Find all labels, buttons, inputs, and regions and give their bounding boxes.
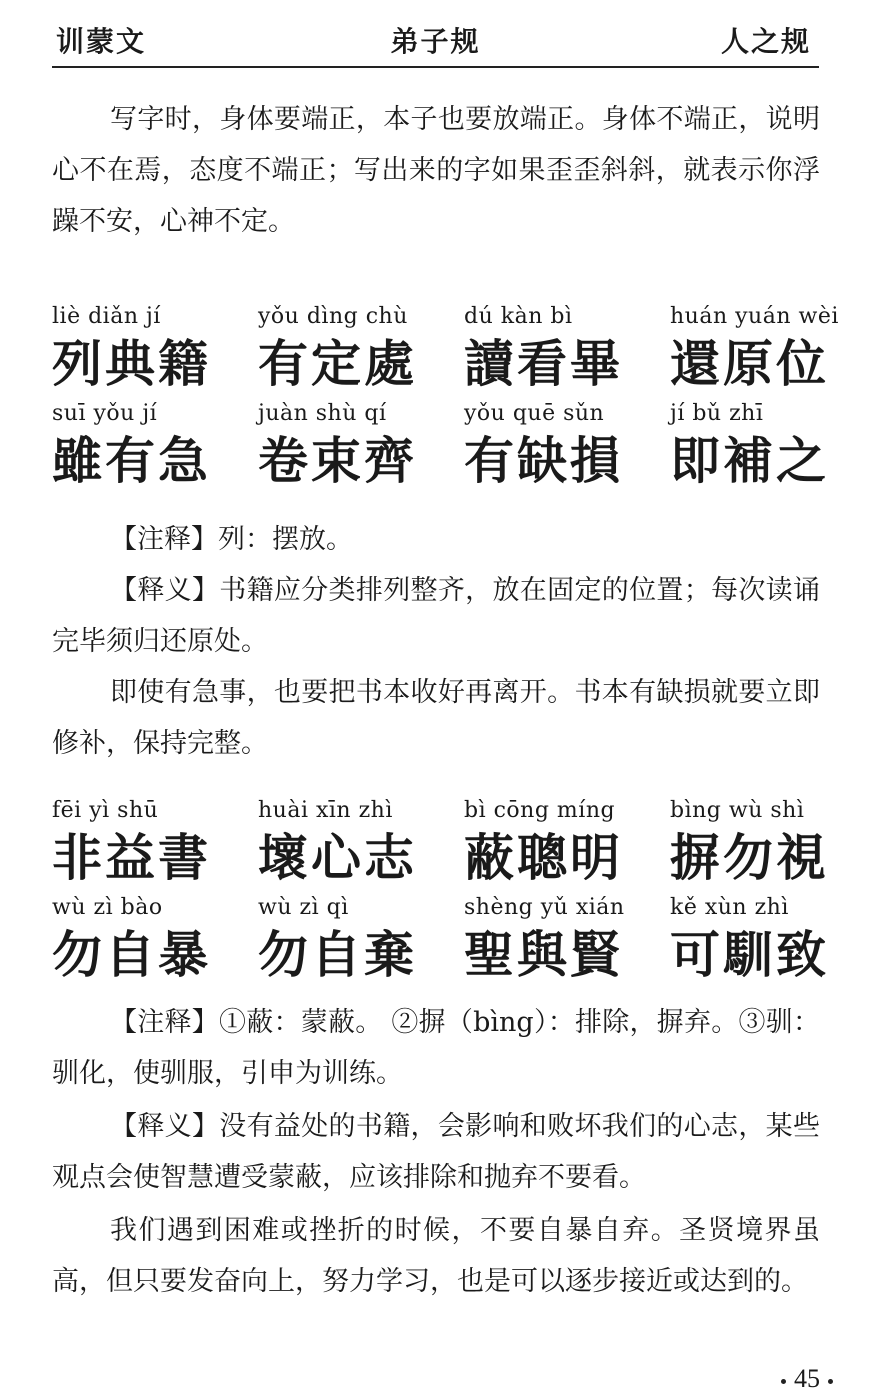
dot-ornament — [781, 1379, 786, 1384]
verse-phrase — [464, 300, 670, 397]
intro-paragraph: 写字时，身体要端正，本子也要放端正。身体不端正，说明心不在焉，态度不端正；写出来的字如果歪歪斜斜，就表示你浮躁不安，心神不定。 — [52, 104, 820, 237]
verse-characters: 聖與賢 — [464, 926, 623, 984]
header-center-title: 弟子规 — [390, 25, 481, 58]
verse-phrase — [52, 397, 258, 494]
verse-characters: 摒勿視 — [670, 829, 829, 887]
annotation-paragraph: 【注释】①蔽：蒙蔽。 ②摒（bìng）：排除，摒弃。③驯：驯化，使驯服，引申为训练。 — [52, 1007, 820, 1089]
meaning-paragraph: 【释义】没有益处的书籍，会影响和败坏我们的心志，某些观点会使智慧遭受蒙蔽，应该排除和抛弃不要看。 — [52, 1111, 820, 1193]
page-number — [773, 1364, 841, 1394]
verse-line — [52, 300, 839, 397]
pinyin-text: dú kàn bì — [464, 304, 573, 329]
explanation-paragraph: 即使有急事，也要把书本收好再离开。书本有缺损就要立即修补，保持完整。 — [52, 677, 820, 759]
verse-characters: 勿自棄 — [258, 926, 417, 984]
verse-characters: 可馴致 — [670, 926, 829, 984]
verse-phrase — [52, 794, 258, 891]
verse-characters: 非益書 — [52, 829, 211, 887]
verse-section-1 — [52, 300, 839, 494]
verse-characters: 卷束齊 — [258, 432, 417, 490]
verse-line — [52, 397, 829, 494]
verse-characters: 蔽聰明 — [464, 829, 623, 887]
verse-section-2 — [52, 794, 829, 988]
verse-characters: 有定處 — [258, 335, 417, 393]
pinyin-text: juàn shù qí — [258, 401, 387, 426]
pinyin-text: huài xīn zhì — [258, 798, 393, 823]
pinyin-text: wù zì qì — [258, 895, 349, 920]
verse-phrase — [258, 300, 464, 397]
verse-characters: 壞心志 — [258, 829, 417, 887]
verse-characters: 讀看畢 — [464, 335, 623, 393]
explanation-paragraph: 我们遇到困难或挫折的时候，不要自暴自弃。圣贤境界虽高，但只要发奋向上，努力学习，也是可以逐步接近或达到的。 — [52, 1215, 820, 1297]
pinyin-text: kě xùn zhì — [670, 895, 789, 920]
pinyin-text: wù zì bào — [52, 895, 163, 920]
verse-phrase — [464, 891, 670, 988]
header-left-title: 训蒙文 — [56, 25, 147, 58]
verse-phrase — [258, 891, 464, 988]
header-right-title: 人之规 — [720, 25, 811, 58]
pinyin-text: fēi yì shū — [52, 798, 159, 823]
pinyin-text: liè diǎn jí — [52, 304, 161, 329]
pinyin-text: suī yǒu jí — [52, 401, 158, 426]
verse-phrase — [670, 300, 871, 397]
verse-phrase — [670, 891, 871, 988]
verse-phrase — [670, 794, 871, 891]
verse-characters: 即補之 — [670, 432, 829, 490]
verse-phrase — [52, 891, 258, 988]
pinyin-text: bì cōng míng — [464, 798, 616, 823]
annotation-paragraph: 【注释】列：摆放。 — [110, 524, 353, 555]
pinyin-text: jí bǔ zhī — [670, 401, 764, 426]
verse-phrase — [52, 300, 258, 397]
verse-characters: 勿自暴 — [52, 926, 211, 984]
verse-characters: 列典籍 — [52, 335, 211, 393]
verse-phrase — [670, 397, 871, 494]
page-number-text: 45 — [794, 1364, 820, 1393]
verse-line — [52, 891, 829, 988]
verse-phrase — [258, 794, 464, 891]
verse-phrase — [464, 794, 670, 891]
verse-phrase — [464, 397, 670, 494]
verse-line — [52, 794, 829, 891]
pinyin-text: yǒu quē sǔn — [464, 401, 605, 426]
pinyin-text: huán yuán wèi — [670, 304, 839, 329]
running-header — [52, 14, 819, 68]
pinyin-text: bìng wù shì — [670, 798, 805, 823]
pinyin-text: yǒu dìng chù — [258, 304, 408, 329]
verse-characters: 還原位 — [670, 335, 829, 393]
pinyin-text: shèng yǔ xián — [464, 895, 625, 920]
verse-phrase — [258, 397, 464, 494]
dot-ornament — [828, 1379, 833, 1384]
verse-characters: 雖有急 — [52, 432, 211, 490]
meaning-paragraph: 【释义】书籍应分类排列整齐，放在固定的位置；每次读诵完毕须归还原处。 — [52, 575, 820, 657]
verse-characters: 有缺損 — [464, 432, 623, 490]
